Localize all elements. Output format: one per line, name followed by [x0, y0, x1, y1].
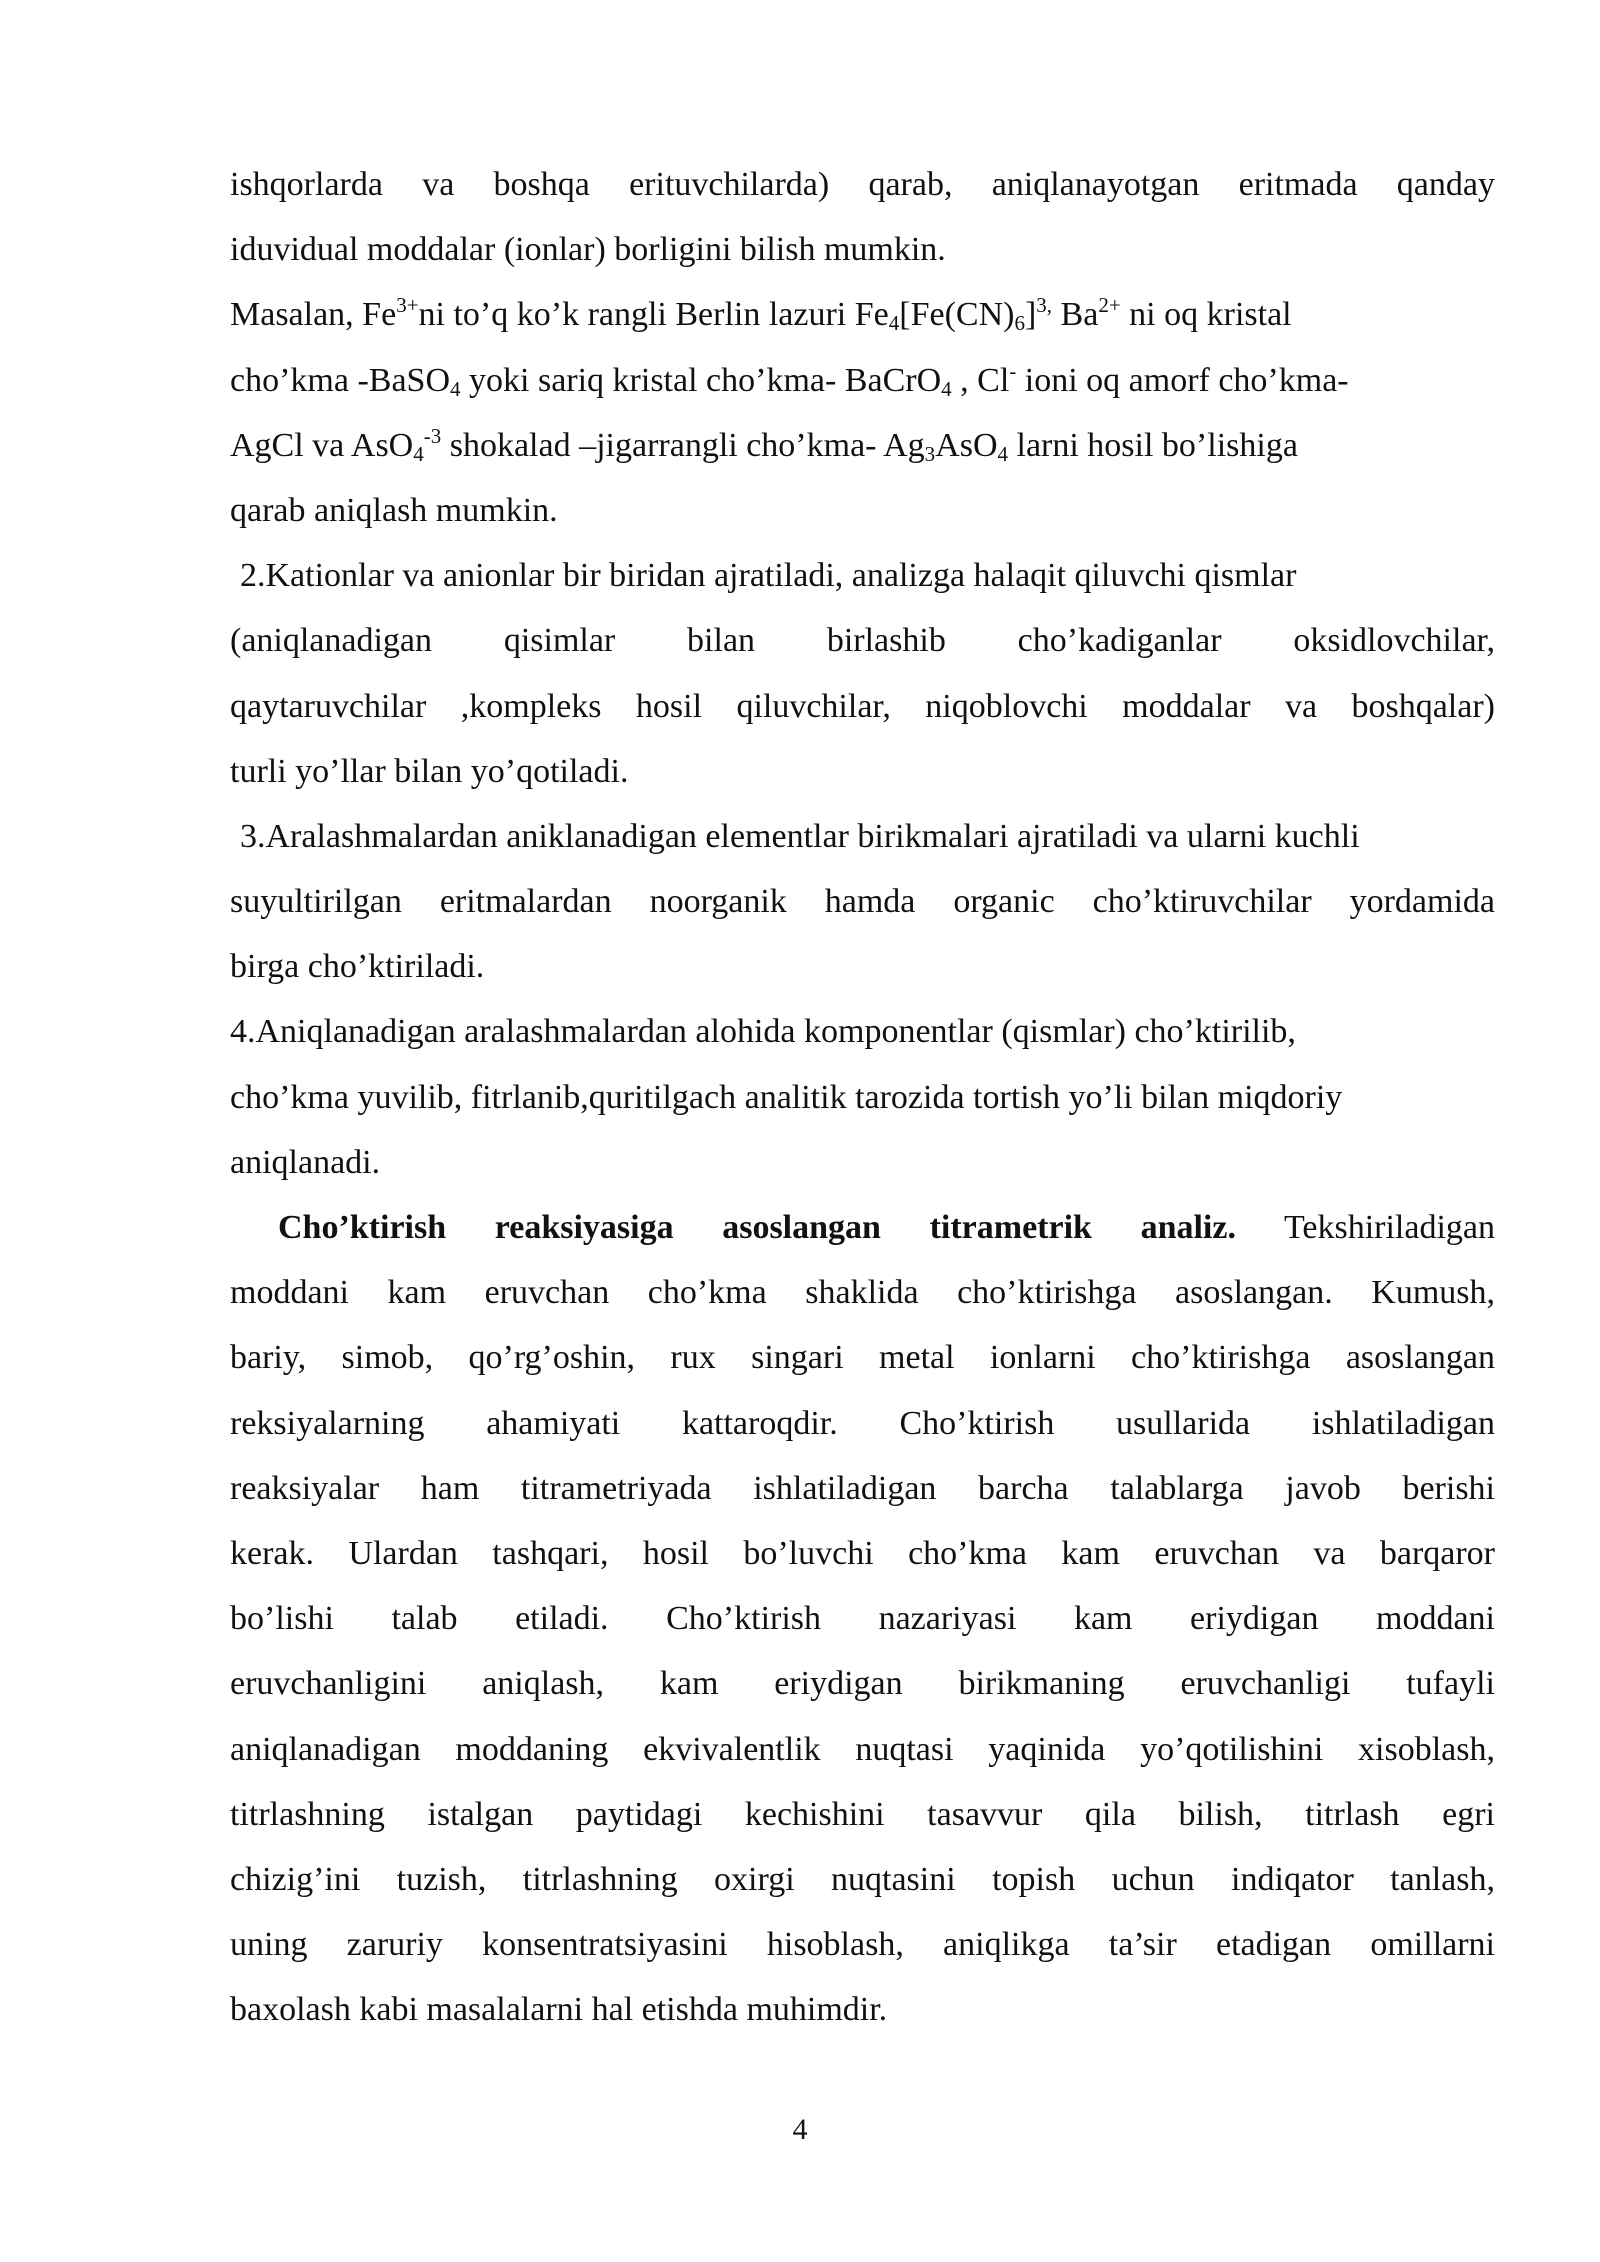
- text-line: uning zaruriy konsentratsiyasini hisoblash, aniqlikga ta’sir etadigan omillarni: [230, 1926, 1495, 1964]
- body-text: [230, 152, 1495, 2042]
- text-line: eruvchanligini aniqlash, kam eriydigan birikmaning eruvchanligi tufayli: [230, 1665, 1495, 1703]
- text-line: bo’lishi talab etiladi. Cho’ktirish nazariyasi kam eriydigan moddani: [230, 1600, 1495, 1638]
- section-heading: Cho’ktirish reaksiyasiga asoslangan titrametrik analiz.: [278, 1209, 1236, 1246]
- text-line: aniqlanadigan moddaning ekvivalentlik nuqtasi yaqinida yo’qotilishini xisoblash,: [230, 1730, 1495, 1768]
- text-line: cho’kma yuvilib, fitrlanib,quritilgach analitik tarozida tortish yo’li bilan miqdoriy: [230, 1078, 1343, 1116]
- text-line: birga cho’ktiriladi.: [230, 948, 485, 986]
- text-line-formula: cho’kma -BaSO$_4$ yoki sariq kristal cho’kma- BaCrO$_4$ , Cl- ioni oq amorf cho’kma-: [230, 358, 1349, 401]
- text-line-formula: Masalan, $Fe^{3+}ni$ to’q ko’k rangli Berlin lazuri $Fe_4[Fe(CN)_6]^{3,}$ $Ba^{2+}$ ni oq kristal: [230, 293, 1292, 336]
- text-line: moddani kam eruvchan cho’kma shaklida cho’ktirishga asoslangan. Kumush,: [230, 1274, 1495, 1312]
- text-line-formula: AgCl va AsO$_4^{-3}$ shokalad –jigarrangli cho’kma- $Ag_3AsO_4$ larni hosil bo’lishiga: [230, 423, 1298, 466]
- page-number: 4: [792, 2113, 808, 2146]
- list-item-4: 4.Aniqlanadigan aralashmalardan alohida komponentlar (qismlar) cho’ktirilib,: [230, 1013, 1296, 1051]
- list-item-3: 3.Aralashmalardan aniklanadigan elementlar birikmalari ajratiladi va ularni kuchli: [240, 817, 1360, 855]
- section-heading-line: Cho’ktirish reaksiyasiga asoslangan titrametrik analiz. Tekshiriladigan: [278, 1209, 1495, 1246]
- text-line: bariy, simob, qo’rg’oshin, rux singari metal ionlarni cho’ktirishga asoslangan: [230, 1339, 1495, 1377]
- text-line: ishqorlarda va boshqa erituvchilarda) qarab, aniqlanayotgan eritmada qanday: [230, 166, 1495, 203]
- text-line: suyultirilgan eritmalardan noorganik hamda organic cho’ktiruvchilar yordamida: [230, 883, 1495, 921]
- text-line: aniqlanadi.: [230, 1143, 381, 1181]
- text-line: iduvidual moddalar (ionlar) borligini bilish mumkin.: [230, 231, 946, 269]
- text-line: turli yo’llar bilan yo’qotiladi.: [230, 752, 629, 790]
- text-line: titrlashning istalgan paytidagi kechishini tasavvur qila bilish, titrlash egri: [230, 1795, 1495, 1833]
- list-item-2: 2.Kationlar va anionlar bir biridan ajratiladi, analizga halaqit qiluvchi qismlar: [240, 557, 1297, 595]
- text-line: baxolash kabi masalalarni hal etishda muhimdir.: [230, 1991, 888, 2029]
- text-line: reaksiyalar ham titrametriyada ishlatiladigan barcha talablarga javob berishi: [230, 1469, 1495, 1507]
- text-line: (aniqlanadigan qisimlar bilan birlashib cho’kadiganlar oksidlovchilar,: [230, 622, 1495, 660]
- text-line: chizig’ini tuzish, titrlashning oxirgi nuqtasini topish uchun indiqator tanlash,: [230, 1860, 1495, 1898]
- text-line: qaytaruvchilar ,kompleks hosil qiluvchilar, niqoblovchi moddalar va boshqalar): [230, 687, 1495, 725]
- text-line: qarab aniqlash mumkin.: [230, 491, 558, 529]
- text-line: reksiyalarning ahamiyati kattaroqdir. Cho’ktirish usullarida ishlatiladigan: [230, 1404, 1495, 1442]
- text-line: kerak. Ulardan tashqari, hosil bo’luvchi cho’kma kam eruvchan va barqaror: [230, 1534, 1495, 1572]
